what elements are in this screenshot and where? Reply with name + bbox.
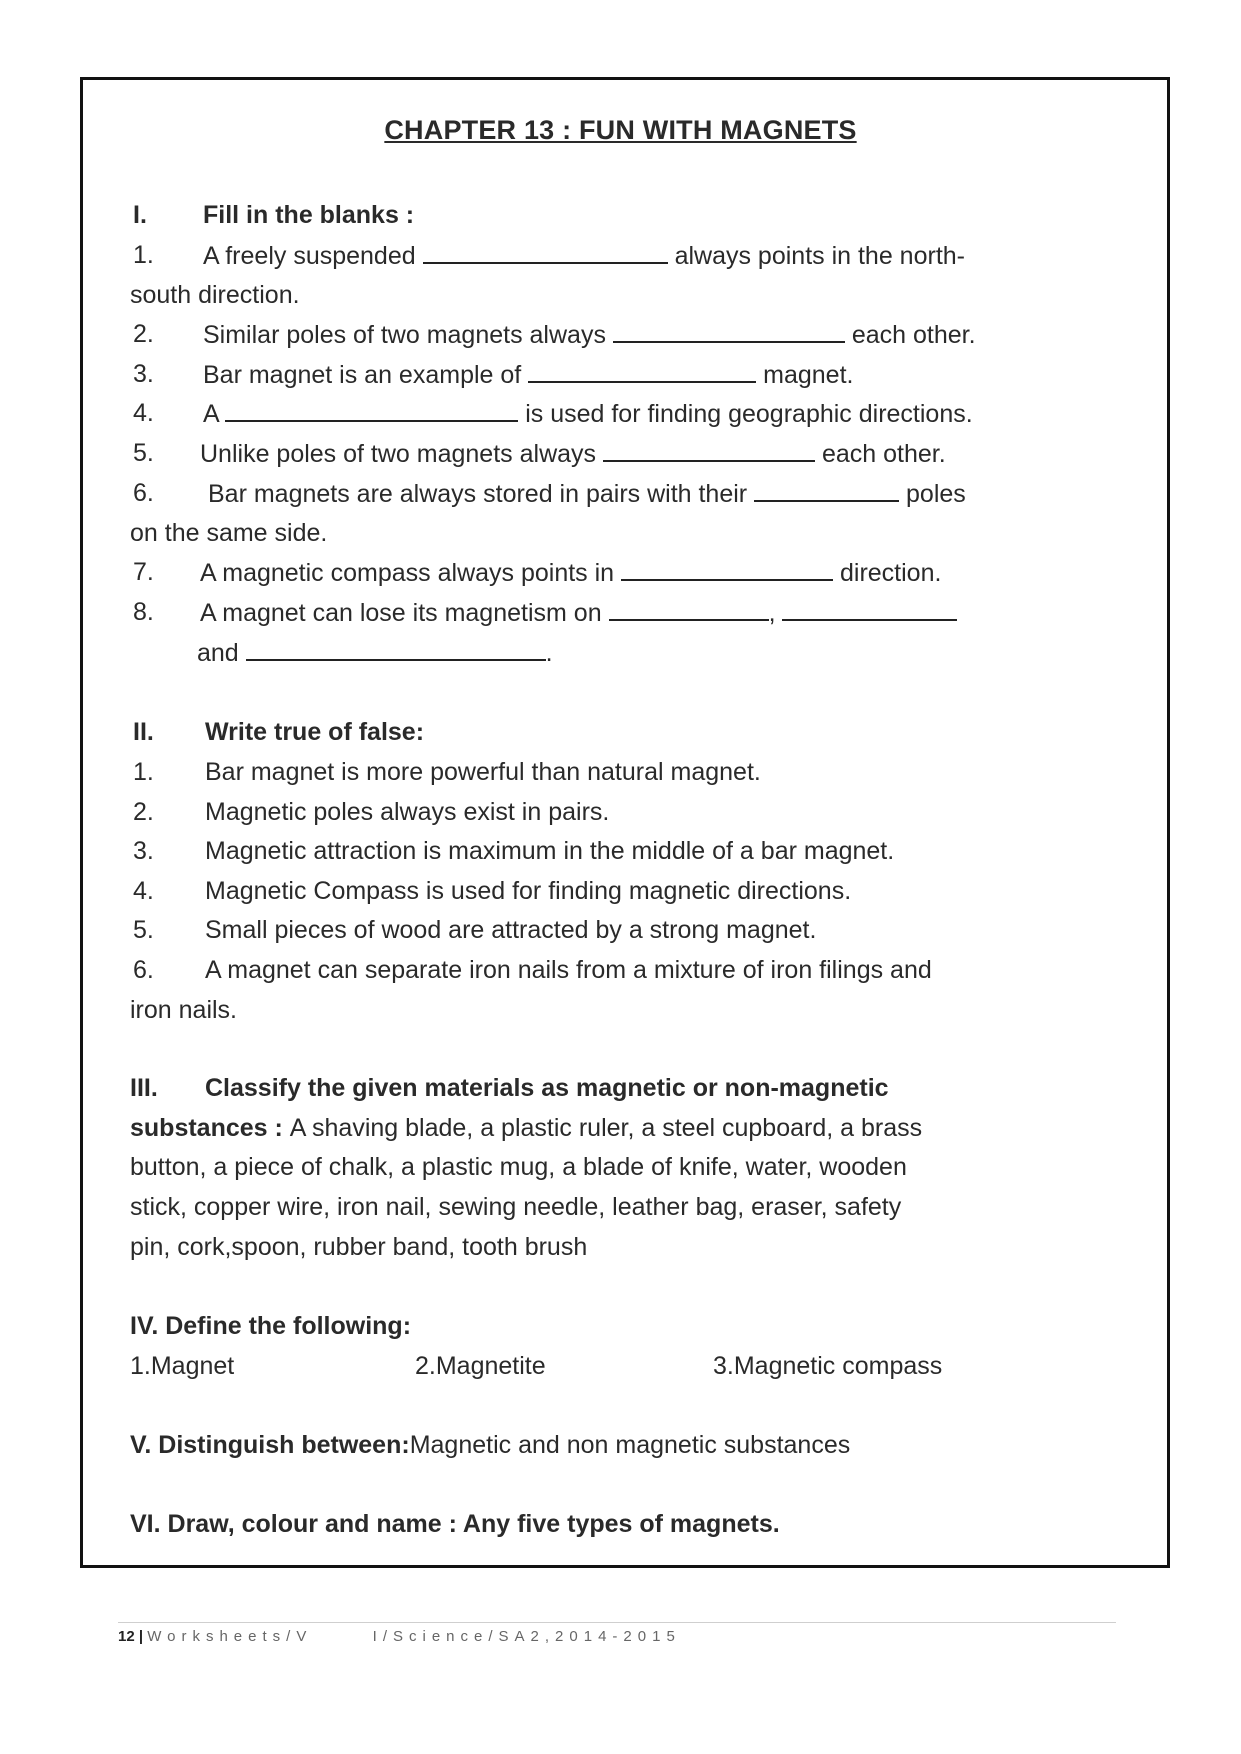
tf-5-number: 5. (133, 916, 154, 944)
q1-text (203, 240, 965, 271)
define-term-3: 3.Magnetic compass (713, 1352, 943, 1380)
q7-number: 7. (133, 558, 154, 586)
q8-blank-1[interactable] (609, 597, 769, 621)
q8-number: 8. (133, 598, 154, 626)
section-5-heading: V. Distinguish between: (130, 1431, 410, 1459)
q6-blank[interactable] (754, 478, 899, 502)
q3-number: 3. (133, 360, 154, 388)
section-3-colon: : (267, 1114, 290, 1142)
section-2-heading: Write true of false: (205, 718, 425, 746)
section-6-heading: VI. Draw, colour and name : Any five types of magnets. (130, 1510, 780, 1538)
materials-line-2: button, a piece of chalk, a plastic mug, a blade of knife, water, wooden (130, 1153, 907, 1181)
q1-part-a: A freely suspended (203, 242, 416, 270)
tf-6-text: A magnet can separate iron nails from a mixture of iron filings and (205, 956, 932, 984)
footer-subject: I/Science/SA2,2014-2015 (372, 1628, 681, 1645)
materials-line-1: A shaving blade, a plastic ruler, a steel cupboard, a brass (289, 1114, 923, 1142)
tf-6-continuation: iron nails. (130, 996, 237, 1024)
section-1-number: I. (133, 201, 147, 229)
q5-blank[interactable] (603, 438, 815, 462)
q3-part-a: Bar magnet is an example of (203, 361, 522, 389)
q7-part-b: direction. (840, 559, 942, 587)
q6-text (208, 478, 966, 509)
q8-period: . (545, 639, 553, 667)
q1-continuation: south direction. (130, 281, 300, 309)
section-5-line (130, 1430, 850, 1460)
q6-number: 6. (133, 479, 154, 507)
q4-number: 4. (133, 399, 154, 427)
tf-3-text: Magnetic attraction is maximum in the middle of a bar magnet. (205, 837, 895, 865)
q2-text (203, 319, 976, 350)
q4-part-a: A (203, 400, 219, 428)
q4-text (203, 398, 973, 429)
q7-text (200, 557, 941, 588)
tf-4-text: Magnetic Compass is used for finding magnetic directions. (205, 877, 852, 905)
footer-series: Worksheets/V (147, 1628, 313, 1645)
section-3-line-1 (130, 1113, 922, 1143)
footer-divider (118, 1622, 1116, 1623)
tf-3-number: 3. (133, 837, 154, 865)
tf-1-text: Bar magnet is more powerful than natural magnet. (205, 758, 761, 786)
q7-blank[interactable] (621, 557, 833, 581)
page-footer (118, 1628, 681, 1645)
q7-part-a: A magnetic compass always points in (200, 559, 615, 587)
tf-6-number: 6. (133, 956, 154, 984)
tf-2-number: 2. (133, 798, 154, 826)
q2-part-b: each other. (851, 321, 976, 349)
q8-part-a: A magnet can lose its magnetism on (200, 599, 602, 627)
page-number: 12 | (118, 1628, 144, 1645)
q4-blank[interactable] (225, 398, 518, 422)
q3-blank[interactable] (528, 359, 756, 383)
q3-part-b: magnet. (763, 361, 854, 389)
tf-4-number: 4. (133, 877, 154, 905)
section-3-heading: Classify the given materials as magnetic or non-magnetic (205, 1074, 889, 1102)
q6-continuation: on the same side. (130, 519, 328, 547)
section-2-number: II. (133, 718, 154, 746)
q5-part-b: each other. (821, 440, 946, 468)
q6-part-a: Bar magnets are always stored in pairs with their (208, 480, 748, 508)
section-5-text: Magnetic and non magnetic substances (409, 1431, 851, 1459)
q8-comma: , (768, 599, 776, 627)
q8-blank-3[interactable] (246, 637, 546, 661)
q6-part-b: poles (906, 480, 966, 508)
q5-number: 5. (133, 439, 154, 467)
tf-1-number: 1. (133, 758, 154, 786)
q5-part-a: Unlike poles of two magnets always (200, 440, 597, 468)
define-term-2: 2.Magnetite (415, 1352, 546, 1380)
q1-number: 1. (133, 241, 154, 269)
q2-blank[interactable] (613, 319, 845, 343)
q8-and: and (197, 639, 239, 667)
page-title: CHAPTER 13 : FUN WITH MAGNETS (384, 115, 857, 145)
q8-text (200, 597, 957, 628)
q8-blank-2[interactable] (782, 597, 957, 621)
tf-2-text: Magnetic poles always exist in pairs. (205, 798, 610, 826)
section-4-heading: IV. Define the following: (130, 1312, 412, 1340)
q2-part-a: Similar poles of two magnets always (203, 321, 606, 349)
q1-part-b: always points in the north- (674, 242, 965, 270)
q8-continuation (197, 637, 553, 668)
section-3-number: III. (130, 1074, 158, 1102)
q3-text (203, 359, 853, 390)
tf-5-text: Small pieces of wood are attracted by a strong magnet. (205, 916, 817, 944)
q5-text (200, 438, 946, 469)
q4-part-b: is used for finding geographic directions. (525, 400, 973, 428)
q1-blank[interactable] (423, 240, 668, 264)
q2-number: 2. (133, 320, 154, 348)
section-3-heading-cont: substances (130, 1114, 268, 1142)
materials-line-4: pin, cork,spoon, rubber band, tooth brush (130, 1233, 588, 1261)
define-term-1: 1.Magnet (130, 1352, 235, 1380)
section-1-heading: Fill in the blanks : (203, 201, 415, 229)
materials-line-3: stick, copper wire, iron nail, sewing needle, leather bag, eraser, safety (130, 1193, 902, 1221)
